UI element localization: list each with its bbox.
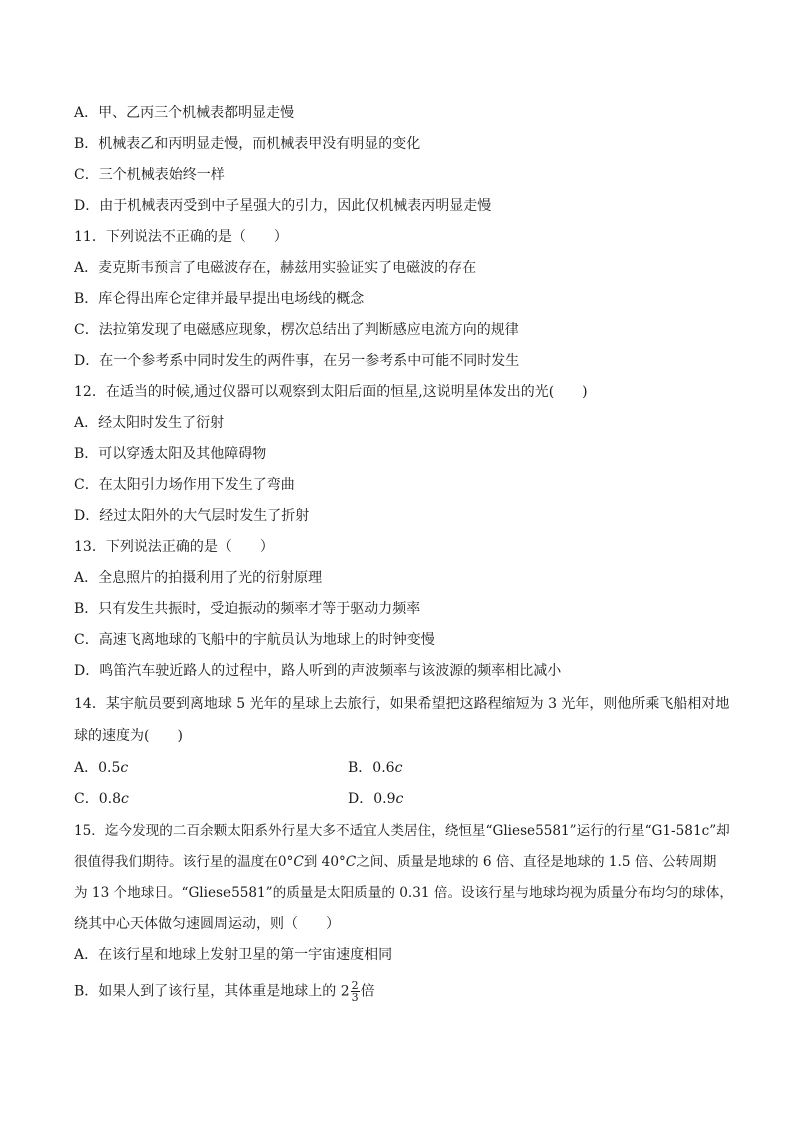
q14-stem-line2: 球的速度为( ) bbox=[74, 728, 183, 744]
q14-option-d-label: D．0.9 bbox=[348, 791, 396, 807]
q11-option-b: B．库仑得出库仑定律并最早提出电场线的概念 bbox=[74, 291, 365, 307]
q10-option-b: B．机械表乙和丙明显走慢，而机械表甲没有明显的变化 bbox=[74, 136, 421, 152]
q15-stem-line2-a: 很值得我们期待。该行星的温度在0° bbox=[74, 854, 294, 870]
q13-stem: 13．下列说法正确的是（ ） bbox=[74, 539, 274, 555]
q12-option-a: A．经太阳时发生了衍射 bbox=[74, 415, 225, 431]
q12-option-d: D．经过太阳外的大气层时发生了折射 bbox=[74, 508, 310, 524]
fraction-denominator: 3 bbox=[351, 991, 359, 1004]
q14-option-c bbox=[74, 789, 129, 809]
q12-option-b: B．可以穿透太阳及其他障碍物 bbox=[74, 446, 267, 462]
q14-unit-a: c bbox=[120, 760, 129, 776]
q14-option-d bbox=[348, 789, 403, 809]
q14-option-b-label: B．0.6 bbox=[348, 760, 395, 776]
q10-option-c: C．三个机械表始终一样 bbox=[74, 167, 225, 183]
q11-stem: 11．下列说法不正确的是（ ） bbox=[74, 229, 288, 245]
fraction-two-thirds bbox=[351, 980, 360, 1003]
q13-option-d: D．鸣笛汽车驶近路人的过程中，路人听到的声波频率与该波源的频率相比减小 bbox=[74, 663, 562, 679]
q10-option-d: D．由于机械表丙受到中子星强大的引力，因此仅机械表丙明显走慢 bbox=[74, 198, 492, 214]
q12-option-c: C．在太阳引力场作用下发生了弯曲 bbox=[74, 477, 295, 493]
q15-stem-line2-b: 到 40° bbox=[303, 854, 346, 870]
q14-option-a-label: A．0.5 bbox=[74, 760, 121, 776]
q14-option-c-label: C．0.8 bbox=[74, 791, 121, 807]
q13-option-b: B．只有发生共振时，受迫振动的频率才等于驱动力频率 bbox=[74, 601, 421, 617]
q13-option-c: C．高速飞离地球的飞船中的宇航员认为地球上的时钟变慢 bbox=[74, 632, 435, 648]
q11-option-c: C．法拉第发现了电磁感应现象，楞次总结出了判断感应电流方向的规律 bbox=[74, 322, 519, 338]
q11-option-a: A．麦克斯韦预言了电磁波存在，赫兹用实验证实了电磁波的存在 bbox=[74, 260, 477, 276]
q15-option-b-post: 倍 bbox=[360, 983, 375, 1000]
q14-stem-line1: 14．某宇航员要到离地球 5 光年的星球上去旅行，如果希望把这路程缩短为 3 光年，则他所乘飞船相对地 bbox=[74, 696, 730, 712]
q14-unit-d: c bbox=[395, 791, 404, 807]
q15-option-b bbox=[74, 980, 734, 1003]
q14-unit-c: c bbox=[120, 791, 129, 807]
q14-option-a bbox=[74, 758, 128, 778]
q15-stem-line2-c: 之间、质量是地球的 6 倍、直径是地球的 1.5 倍、公转周期 bbox=[356, 854, 717, 870]
q14-option-b bbox=[348, 758, 402, 778]
q15-celsius-2: C bbox=[345, 854, 357, 870]
q13-option-a: A．全息照片的拍摄利用了光的衍射原理 bbox=[74, 570, 323, 586]
fraction-numerator: 2 bbox=[351, 979, 359, 992]
q15-celsius-1: C bbox=[293, 854, 304, 870]
q15-option-a: A．在该行星和地球上发射卫星的第一宇宙速度相同 bbox=[74, 947, 393, 963]
q15-stem-line2 bbox=[74, 852, 734, 872]
q12-stem: 12．在适当的时候,通过仪器可以观察到太阳后面的恒星,这说明星体发出的光( ) bbox=[74, 384, 588, 400]
q15-option-b-pre: B．如果人到了该行星，其体重是地球上的 2 bbox=[74, 983, 350, 1000]
q15-stem-line3: 为 13 个地球日。“Gliese5581”的质量是太阳质量的 0.31 倍。设该行星与地球均视为质量分布均匀的球体， bbox=[74, 885, 733, 901]
q10-option-a: A．甲、乙丙三个机械表都明显走慢 bbox=[74, 105, 295, 121]
q11-option-d: D．在一个参考系中同时发生的两件事，在另一参考系中可能不同时发生 bbox=[74, 353, 520, 369]
q14-unit-b: c bbox=[394, 760, 403, 776]
q15-stem-line1: 15．迄今发现的二百余颗太阳系外行星大多不适宜人类居住，绕恒星“Gliese5581”运行的行星“G1-581c”却 bbox=[74, 823, 730, 839]
q15-stem-line4: 绕其中心天体做匀速圆周运动，则（ ） bbox=[74, 916, 340, 932]
